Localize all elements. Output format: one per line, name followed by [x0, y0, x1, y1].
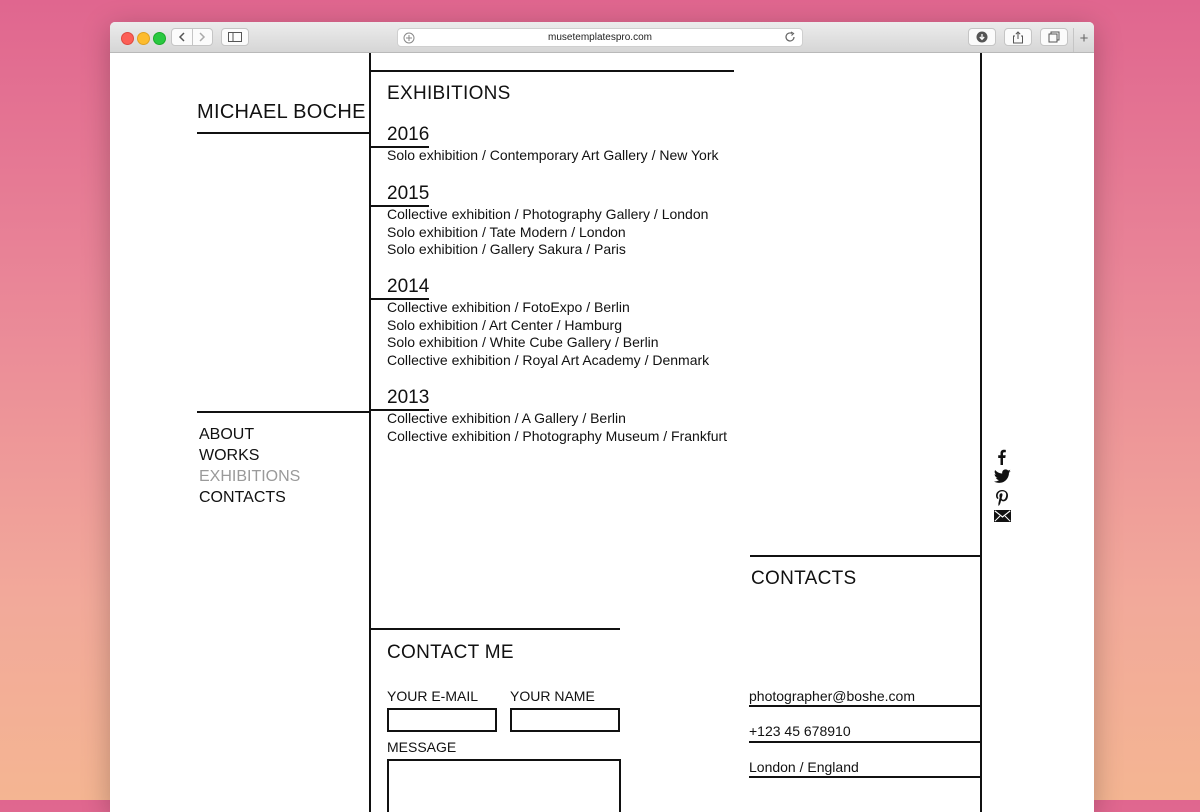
exhibition-item: Collective exhibition / FotoExpo / Berlin [387, 299, 630, 315]
nav-item-works[interactable]: WORKS [199, 447, 260, 464]
exhibitions-top-rule [369, 70, 734, 72]
exhibition-item: Solo exhibition / Contemporary Art Gallery / New York [387, 147, 719, 163]
contact-underline [749, 705, 982, 707]
exhibition-item: Solo exhibition / Gallery Sakura / Paris [387, 241, 626, 257]
minimize-window-button[interactable] [137, 32, 150, 45]
exhibition-item: Collective exhibition / Photography Gallery / London [387, 206, 709, 222]
email-field[interactable] [387, 708, 497, 732]
zoom-window-button[interactable] [153, 32, 166, 45]
main-nav [199, 424, 300, 508]
exhibition-item: Collective exhibition / A Gallery / Berlin [387, 410, 626, 426]
year-2015: 2015 [387, 183, 430, 204]
close-window-button[interactable] [121, 32, 134, 45]
contact-underline [749, 776, 982, 778]
twitter-icon[interactable] [994, 469, 1011, 490]
name-label: YOUR NAME [510, 688, 595, 704]
browser-window [110, 22, 1094, 812]
history-nav [171, 28, 213, 46]
year-2013: 2013 [387, 387, 430, 408]
right-column-line [980, 53, 982, 812]
message-field[interactable] [387, 759, 621, 812]
email-label: YOUR E-MAIL [387, 688, 479, 704]
social-links [994, 449, 1011, 526]
message-label: MESSAGE [387, 739, 457, 755]
contact-location: London / England [749, 759, 859, 775]
nav-item-exhibitions[interactable]: EXHIBITIONS [199, 468, 301, 485]
tabs-overview-button[interactable] [1040, 28, 1068, 46]
title-underline [197, 132, 370, 134]
share-button[interactable] [1004, 28, 1032, 46]
exhibition-list-2013 [387, 410, 727, 445]
mail-icon[interactable] [994, 510, 1011, 526]
site-title[interactable]: MICHAEL BOCHE [197, 101, 366, 123]
exhibition-list-2015 [387, 206, 708, 259]
sidebar-icon [228, 32, 242, 42]
contact-email[interactable]: photographer@boshe.com [749, 688, 915, 704]
exhibition-list-2016 [387, 147, 719, 165]
contacts-top-rule [750, 555, 982, 557]
year-2014: 2014 [387, 276, 430, 297]
address-bar[interactable] [397, 28, 803, 47]
exhibition-list-2014 [387, 299, 709, 369]
share-icon [1012, 31, 1024, 44]
reload-icon[interactable] [784, 31, 796, 43]
pinterest-icon[interactable] [994, 490, 1011, 510]
privacy-icon [403, 32, 415, 44]
exhibition-item: Collective exhibition / Royal Art Academy / Denmark [387, 351, 710, 368]
contact-form-top-rule [369, 628, 620, 630]
contacts-heading: CONTACTS [751, 568, 857, 589]
exhibition-item: Collective exhibition / Photography Museum / Frankfurt [387, 427, 728, 444]
contact-phone: +123 45 678910 [749, 723, 851, 739]
web-page [110, 53, 1094, 812]
exhibition-item: Solo exhibition / Art Center / Hamburg [387, 316, 623, 333]
new-tab-button[interactable]: + [1073, 28, 1094, 52]
tabs-icon [1048, 31, 1060, 43]
center-column-line [369, 53, 371, 812]
contact-form-heading: CONTACT ME [387, 642, 514, 663]
url-text: musetemplatespro.com [548, 32, 652, 43]
chevron-right-icon [198, 32, 206, 42]
exhibitions-heading: EXHIBITIONS [387, 83, 511, 104]
download-icon [976, 31, 988, 43]
chevron-left-icon [178, 32, 186, 42]
facebook-icon[interactable] [994, 449, 1011, 469]
back-button[interactable] [172, 29, 193, 45]
nav-item-contacts[interactable]: CONTACTS [199, 489, 286, 506]
exhibition-item: Solo exhibition / White Cube Gallery / Berlin [387, 334, 659, 350]
forward-button[interactable] [193, 29, 213, 45]
contact-underline [749, 741, 982, 743]
browser-toolbar [110, 22, 1094, 53]
nav-divider [197, 411, 370, 413]
nav-item-about[interactable]: ABOUT [199, 426, 255, 443]
exhibition-item: Solo exhibition / Tate Modern / London [387, 223, 626, 240]
year-2016: 2016 [387, 124, 430, 145]
name-field[interactable] [510, 708, 620, 732]
sidebar-toggle-button[interactable] [221, 28, 249, 46]
downloads-button[interactable] [968, 28, 996, 46]
